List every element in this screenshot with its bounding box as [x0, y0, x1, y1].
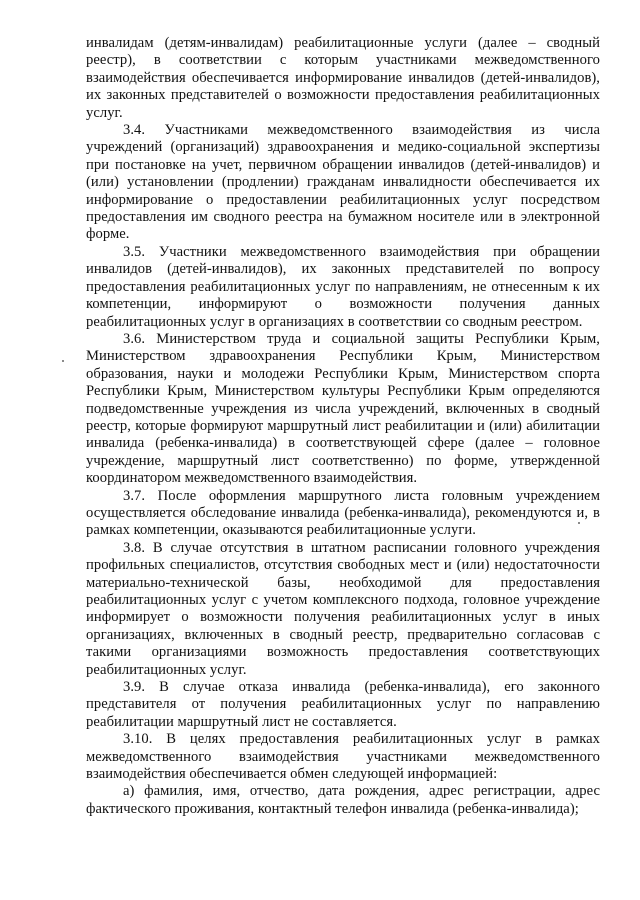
- paragraph-3-10-a: а) фамилия, имя, отчество, дата рождения, адрес регистрации, адрес фактического проживания, контактный телефон инвалида (ребенка-инвалида);: [86, 783, 600, 817]
- paragraph-3-4: 3.4. Участниками межведомственного взаимодействия из числа учреждений (организаций) здравоохранения и медико-социальной экспертизы при постановке на учет, первичном обращении инвалидов (детей-инвалидов) и (или) установлении (продлении) гражданам инвалидности обеспечивается их информирование о предоставлении реабилитационных услуг посредством предоставления им сводного реестра на бумажном носителе или в электронной форме.: [86, 122, 600, 243]
- paragraph-3-7: 3.7. После оформления маршрутного листа головным учреждением осуществляется обследование инвалида (ребенка-инвалида), рекомендуются и, в рамках компетенции, оказываются реабилитационные услуги.: [86, 487, 600, 539]
- paragraph-continued: инвалидам (детям-инвалидам) реабилитационные услуги (далее – сводный реестр), в соответствии с которым участниками межведомственного взаимодействия обеспечивается информирование инвалидов (детей-инвалидов), их законных представителей о возможности предоставления реабилитационных услуг.: [86, 35, 600, 121]
- paragraph-3-10: 3.10. В целях предоставления реабилитационных услуг в рамках межведомственного взаимодействия участниками межведомственного взаимодействия обеспечивается обмен следующей информацией:: [86, 731, 600, 783]
- scan-speck: [62, 360, 64, 362]
- paragraph-3-8: 3.8. В случае отсутствия в штатном расписании головного учреждения профильных специалистов, отсутствия свободных мест и (или) недостаточности материально-технической базы, необходимой для предоставления реабилитационных услуг с учетом комплексного подхода, головное учреждение информирует о возможности получения реабилитационных услуг в иных организациях, включенных в сводный реестр, предварительно согласовав с такими организациями возможность предоставления соответствующих реабилитационных услуг.: [86, 539, 600, 678]
- scan-speck: [578, 522, 580, 524]
- paragraph-3-5: 3.5. Участники межведомственного взаимодействия при обращении инвалидов (детей-инвалидов), их законных представителей по вопросу предоставления реабилитационных услуг по направлениям, не отнесенным к их компетенции, информируют о возможности получения данных реабилитационных услуг в организациях в соответствии со сводным реестром.: [86, 243, 600, 330]
- paragraph-3-9: 3.9. В случае отказа инвалида (ребенка-инвалида), его законного представителя от получения реабилитационных услуг по направлению реабилитации маршрутный лист не составляется.: [86, 679, 600, 730]
- paragraph-3-6: 3.6. Министерством труда и социальной защиты Республики Крым, Министерством здравоохранения Республики Крым, Министерством образования, науки и молодежи Республики Крым, Министерством спорта Республики Крым, Министерством культуры Республики Крым определяются подведомственные учреждения из числа учреждений, включенных в сводный реестр, которые формируют маршрутный лист реабилитации и (или) абилитации инвалида (ребенка-инвалида) в соответствующей сфере (далее – головное учреждение, маршрутный лист соответственно) по форме, утвержденной координатором межведомственного взаимодействия.: [86, 330, 600, 487]
- document-page: [86, 35, 600, 818]
